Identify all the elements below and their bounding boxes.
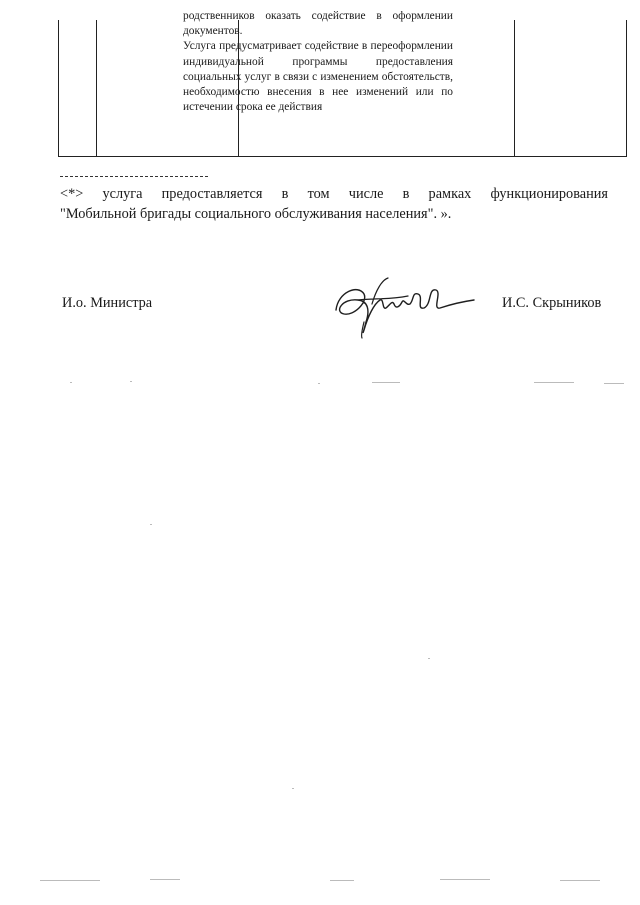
scan-speck (440, 879, 490, 880)
footnote (60, 184, 608, 224)
scan-speck (560, 880, 600, 881)
scan-speck (150, 879, 180, 880)
signatory-position: И.о. Министра (62, 295, 153, 311)
scan-speck (318, 383, 320, 384)
scan-speck (604, 383, 624, 384)
scan-speck (330, 880, 354, 881)
scan-speck (372, 382, 400, 383)
footnote-line-1: <*> услуга предоставляется в том числе в рамках функционирования (60, 186, 608, 202)
signatory-name: И.С. Скрыников (502, 295, 602, 311)
scan-speck (428, 658, 430, 659)
scan-speck (150, 524, 152, 525)
scan-speck (70, 382, 72, 383)
scan-speck (534, 382, 574, 383)
signature-icon (328, 270, 478, 340)
scan-speck (292, 788, 294, 789)
table-column-number (59, 20, 97, 156)
scan-speck (40, 880, 100, 881)
table-cell-description: родственников оказать содействие в оформлении документов. Услуга предусматривает содействие в переоформлении индивидуальной программы предоставления социальных услуг в связи с изменением обстоятельств, необходимостю внесения в нее изменений или по истечении срока ее действия (183, 10, 453, 114)
footnote-separator (60, 176, 208, 177)
scan-speck (130, 381, 132, 382)
footnote-line-2: "Мобильной бригады социального обслуживания населения". ». (60, 206, 452, 222)
